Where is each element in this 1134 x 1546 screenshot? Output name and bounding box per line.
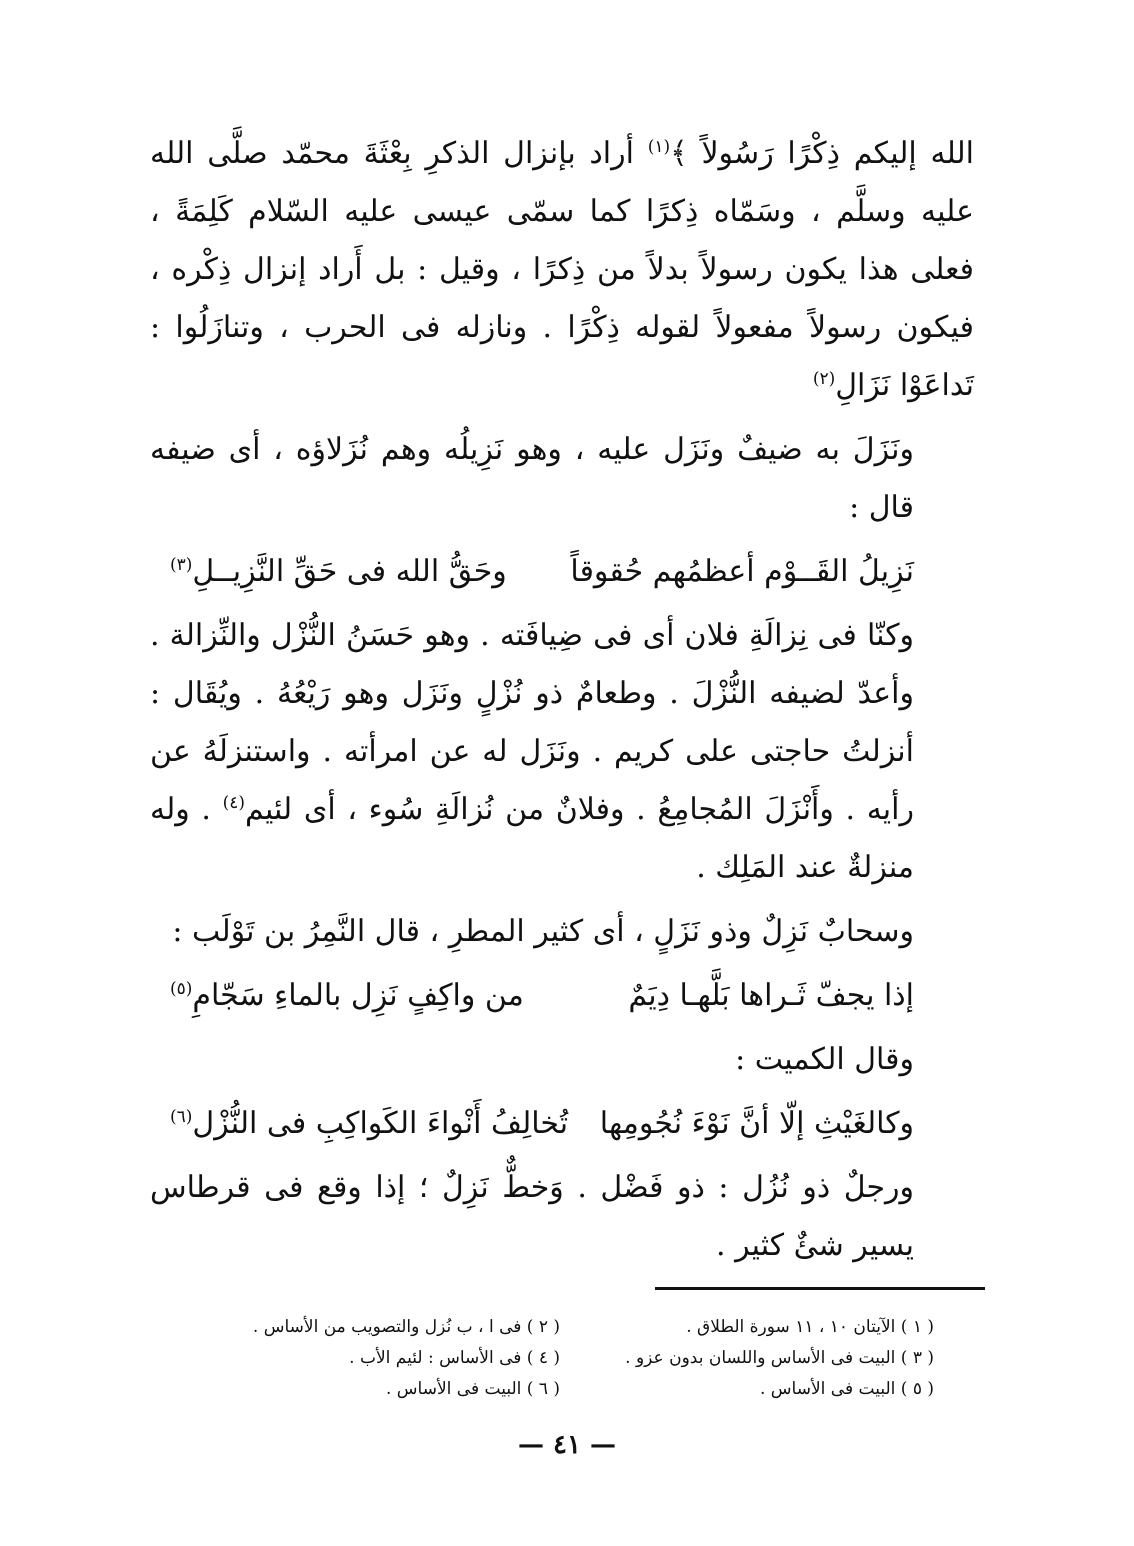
verse-3 xyxy=(150,1095,974,1153)
verse-2-second-text: من واكِفٍ نَزِل بالماءِ سَجّامِ xyxy=(192,978,524,1013)
main-text xyxy=(150,125,974,1275)
footnote-ref-2: (٢) xyxy=(812,369,836,389)
footnote-3: ( ٣ ) البيت فى الأساس واللسان بدون عزو . xyxy=(625,1348,934,1368)
paragraph-1-quote: الله إليكم ذِكْرًا رَسُولاً ﴾ xyxy=(670,136,974,171)
paragraph-3-rest: . وله منزلةٌ عند المَلِك . xyxy=(150,792,914,885)
paragraph-3-text: وكنّا فى نِزالَةِ فلان أى فى ضِيافَته . وهو حَسَنُ النُّزْل والنِّزالة . وأعدّ لضيفه النُّزْلَ . وطعامٌ ذو نُزْلٍ ونَزَل وهو رَيْعُهُ . ويُقَال : أنزلتُ حاجتى على كريم . ونَزَل له عن امرأته . واستنزلَهُ عن رأيه . وأَنْزَلَ المُجامِعُ . وفلانٌ من نُزالَةِ سُوء ، أى لئيم xyxy=(150,618,914,827)
footnote-ref-1: (١) xyxy=(647,137,671,157)
verse-1-second-text: وحَقُّ الله فى حَقِّ النَّزِيــلِ xyxy=(192,554,507,589)
verse-2-second-hemistich xyxy=(170,967,524,1025)
verse-3-second-hemistich xyxy=(170,1095,568,1153)
verse-3-second-text: تُخالِفُ أَنْواءَ الكَواكِبِ فى النُّزْل xyxy=(192,1106,569,1141)
footnotes-right-column xyxy=(564,1312,934,1405)
verse-2 xyxy=(150,967,974,1025)
footnote-2: ( ٢ ) فى ا ، ب نُزل والتصويب من الأساس . xyxy=(252,1317,560,1337)
footnote-divider xyxy=(655,1287,985,1290)
footnote-6: ( ٦ ) البيت فى الأساس . xyxy=(386,1379,560,1399)
footnote-1: ( ١ ) الآيتان ١٠ ، ١١ سورة الطلاق . xyxy=(686,1317,934,1337)
paragraph-6: ورجلٌ ذو نُزُل : ذو فَضْل . وَخطٌّ نَزِلٌ ؛ إذا وقع فى قرطاس يسير شئٌ كثير . xyxy=(150,1170,914,1263)
footnote-ref-3: (٣) xyxy=(170,555,193,575)
verse-2-first-hemistich: إذا يجفّ ثَـراها بَلَّهـا دِيَمٌ xyxy=(628,978,914,1013)
paragraph-3 xyxy=(150,607,974,897)
footnote-4: ( ٤ ) فى الأساس : لئيم الأب . xyxy=(349,1348,560,1368)
page-number: — ٤١ — xyxy=(517,1430,617,1460)
footnote-ref-4: (٤) xyxy=(222,793,245,813)
paragraph-4: وسحابٌ نَزِلٌ وذو نَزَلٍ ، أى كثير المطرِ ، قال النَّمِرُ بن تَوْلَب : xyxy=(172,914,914,949)
paragraph-2: ونَزَلَ به ضيفٌ ونَزَل عليه ، وهو نَزِيلُه وهم نُزَلاؤه ، أى ضيفه قال : xyxy=(150,432,914,525)
paragraph-5: وقال الكميت : xyxy=(735,1042,914,1077)
footnotes-left-column xyxy=(190,1312,560,1405)
paragraph-1-text: أراد بإنزال الذكرِ بِعْثَةَ محمّد صلَّى الله عليه وسلَّم ، وسَمّاه ذِكرًا كما سمّى عيسى عليه السّلام كَلِمَةً ، فعلى هذا يكون رسولاً بدلاً من ذِكرًا ، وقيل : بل أَراد إنزال ذِكْره ، فيكون رسولاً مفعولاً لقوله ذِكْرًا . ونازله فى الحرب ، وتنازَلُوا : تَداعَوْا نَزَالِ xyxy=(150,136,974,403)
footnote-ref-5: (٥) xyxy=(170,979,193,999)
footnote-ref-6: (٦) xyxy=(170,1107,193,1127)
paragraph-1 xyxy=(150,125,974,415)
footnote-5: ( ٥ ) البيت فى الأساس . xyxy=(760,1379,934,1399)
verse-3-first-hemistich: وكالغَيْثِ إلّا أنَّ نَوْءَ نُجُومِها xyxy=(599,1106,914,1141)
verse-1 xyxy=(150,543,974,601)
verse-1-first-hemistich: نَزِيلُ القَــوْم أعظمُهم حُقوقاً xyxy=(570,554,914,589)
verse-1-second-hemistich xyxy=(170,543,507,601)
